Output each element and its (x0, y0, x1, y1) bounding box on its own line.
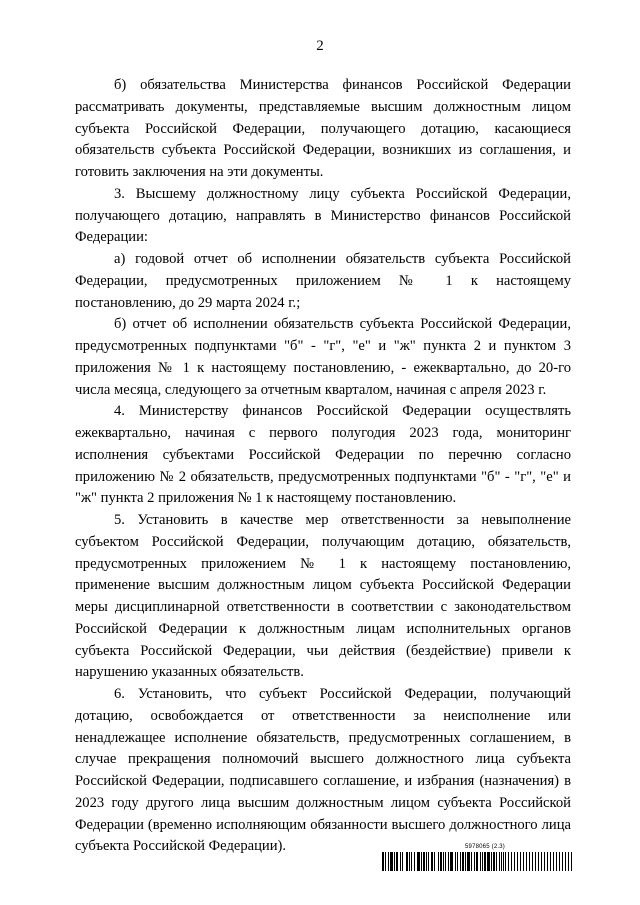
paragraph-5: 5. Установить в качестве мер ответственности за невыполнение субъектом Российской Федерации, получающим дотацию, обязательств, предусмотренных приложением № 1 к настоящему постановлению, применение высшим должностным лицом субъекта Российской Федерации меры дисциплинарной ответственности в соответствии с законодательством Российской Федерации к должностным лицам исполнительных органов субъекта Российской Федерации, чьи действия (бездействие) привели к нарушению указанных обязательств. (75, 512, 571, 681)
document-code: 5978065 (2.3) (465, 844, 505, 850)
paragraph-3: 3. Высшему должностному лицу субъекта Российской Федерации, получающего дотацию, направлять в Министерство финансов Российской Федерации: (75, 185, 571, 246)
paragraph-3b: б) отчет об исполнении обязательств субъекта Российской Федерации, предусмотренных подпунктами "б" - "г", "е" и "ж" пункта 2 и пунктом 3 приложения № 1 к настоящему постановлению, - ежеквартально, до 20-го числа месяца, следующего за отчетным кварталом, начиная с апреля 2023 г. (75, 316, 571, 398)
paragraph-2b: б) обязательства Министерства финансов Российской Федерации рассматривать документы, представляемые высшим должностным лицом субъекта Российской Федерации, получающего дотацию, касающиеся обязательств субъекта Российской Федерации, возникших из соглашения, и готовить заключения на эти документы. (75, 77, 571, 180)
paragraph-6: 6. Установить, что субъект Российской Федерации, получающий дотацию, освобождается от ответственности за неисполнение или ненадлежащее исполнение обязательств, предусмотренных соглашением, в случае прекращения полномочий высшего должностного лица субъекта Российской Федерации, подписавшего соглашение, и избрания (назначения) в 2023 году другого лица высшим должностным лицом субъекта Российской Федерации (временно исполняющим обязанности высшего должностного лица субъекта Российской Федерации). (75, 686, 571, 855)
paragraph-4: 4. Министерству финансов Российской Федерации осуществлять ежеквартально, начиная с первого полугодия 2023 года, мониторинг исполнения субъектами Российской Федерации по перечню согласно приложению № 2 обязательств, предусмотренных подпунктами "б" - "г", "е" и "ж" пункта 2 приложения № 1 к настоящему постановлению. (75, 403, 571, 507)
document-body (75, 75, 571, 858)
page-number: 2 (316, 38, 324, 54)
paragraph-3a: а) годовой отчет об исполнении обязательств субъекта Российской Федерации, предусмотренных приложением № 1 к настоящему постановлению, до 29 марта 2024 г.; (75, 251, 571, 311)
barcode-icon (382, 852, 573, 871)
